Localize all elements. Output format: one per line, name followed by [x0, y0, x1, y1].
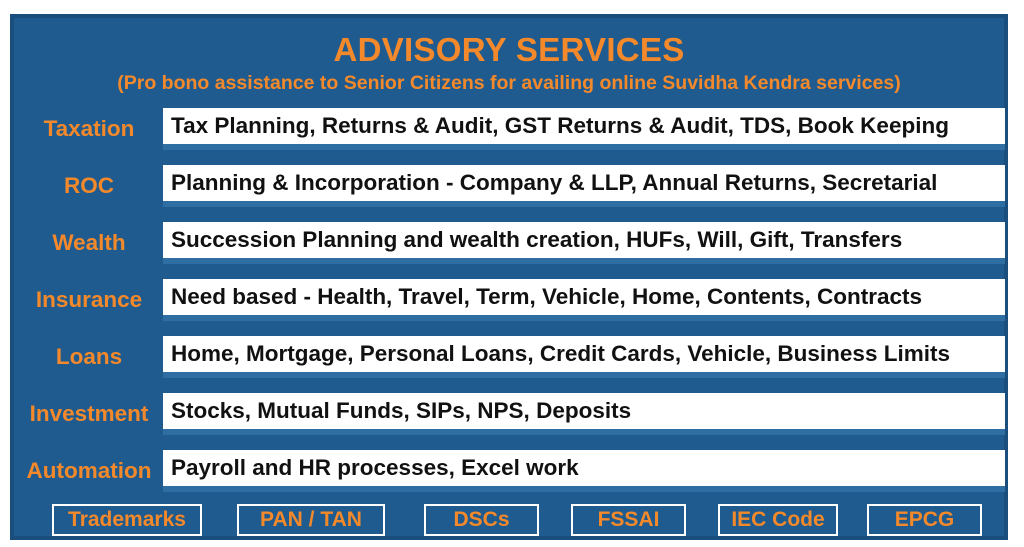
service-row-insurance: [14, 279, 1004, 323]
service-box: [163, 165, 1005, 201]
tag-label: PAN / TAN: [239, 506, 383, 534]
tag-pan-tan: [237, 504, 385, 536]
service-description: Home, Mortgage, Personal Loans, Credit Cards, Vehicle, Business Limits: [171, 341, 950, 366]
tag-label: FSSAI: [573, 506, 684, 534]
tag-dscs: [424, 504, 539, 536]
service-label: Taxation: [43, 116, 135, 141]
service-description: Stocks, Mutual Funds, SIPs, NPS, Deposits: [171, 398, 632, 423]
advisory-panel: [10, 14, 1008, 540]
service-row-taxation: [14, 108, 1004, 152]
tag-fssai: [571, 504, 686, 536]
service-box: [163, 393, 1005, 429]
tag-label: IEC Code: [720, 506, 836, 534]
service-row-roc: [14, 165, 1004, 209]
service-row-loans: [14, 336, 1004, 380]
service-label: Loans: [55, 344, 123, 369]
service-row-wealth: [14, 222, 1004, 266]
tag-label: EPCG: [869, 506, 980, 534]
service-label: ROC: [64, 173, 114, 198]
service-description: Payroll and HR processes, Excel work: [171, 455, 579, 480]
service-description: Succession Planning and wealth creation, HUFs, Will, Gift, Transfers: [171, 227, 903, 252]
footer-tags: [14, 504, 1004, 538]
service-row-automation: [14, 450, 1004, 494]
tag-trademarks: [52, 504, 202, 536]
service-label: Investment: [29, 401, 149, 426]
service-box: [163, 336, 1005, 372]
service-description: Tax Planning, Returns & Audit, GST Returns & Audit, TDS, Book Keeping: [171, 113, 949, 138]
service-box: [163, 279, 1005, 315]
service-box: [163, 450, 1005, 486]
service-label: Automation: [26, 458, 152, 483]
tag-label: Trademarks: [54, 506, 200, 534]
page-title: ADVISORY SERVICES: [333, 31, 685, 68]
service-box: [163, 222, 1005, 258]
service-description: Need based - Health, Travel, Term, Vehicle, Home, Contents, Contracts: [171, 284, 923, 309]
tag-iec-code: [718, 504, 838, 536]
page-subtitle: (Pro bono assistance to Senior Citizens for availing online Suvidha Kendra services): [117, 72, 901, 94]
service-label: Wealth: [52, 230, 126, 255]
service-description: Planning & Incorporation - Company & LLP, Annual Returns, Secretarial: [171, 170, 938, 195]
service-box: [163, 108, 1005, 144]
service-row-investment: [14, 393, 1004, 437]
tag-label: DSCs: [426, 506, 537, 534]
tag-epcg: [867, 504, 982, 536]
service-label: Insurance: [35, 287, 143, 312]
